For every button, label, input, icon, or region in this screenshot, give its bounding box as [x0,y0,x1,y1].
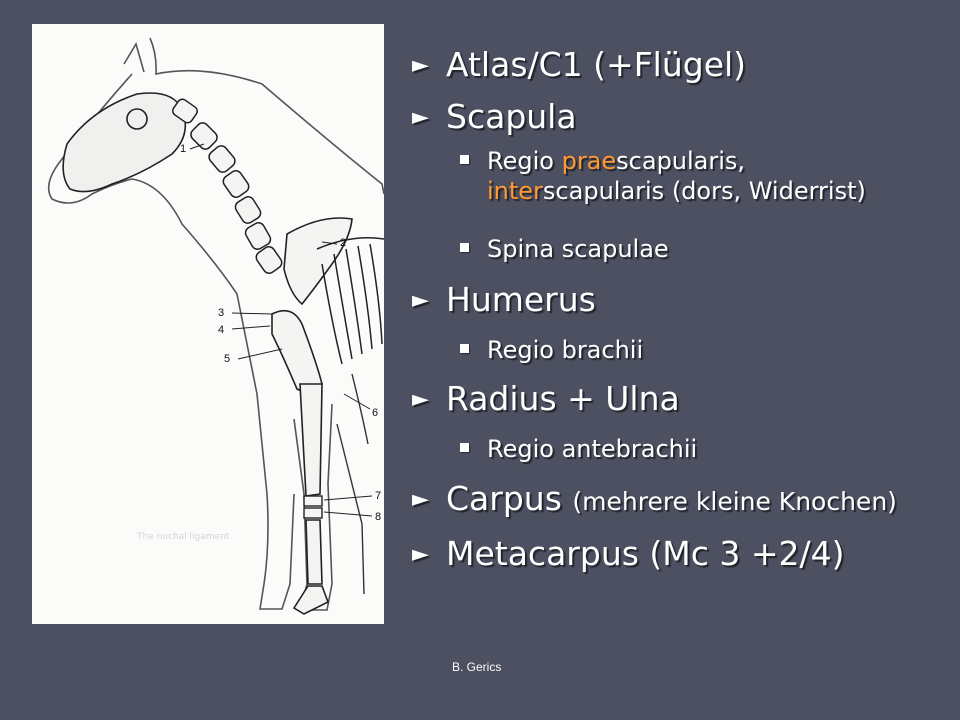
skeleton-label-3: 3 [218,307,225,319]
accent-prae: prae [561,147,617,175]
arrow-bullet-icon: ► [412,487,429,512]
square-bullet-icon [460,243,469,252]
sub-bullet-regio-antebrachii [460,434,697,464]
bullet-humerus-text: Humerus [446,280,596,319]
regio-brachii-text: Regio brachii [487,336,644,364]
arrow-bullet-icon: ► [412,288,429,313]
scapularis-text: scapularis, [616,147,746,175]
horse-skeleton-figure [32,24,384,624]
bullet-atlas-text: Atlas/C1 (+Flügel) [446,45,747,84]
bullet-metacarpus [412,535,845,574]
bullet-atlas [412,46,746,85]
square-bullet-icon [460,155,469,164]
bullet-scapula-text: Scapula [446,97,577,136]
skeleton-label-5: 5 [224,353,231,365]
arrow-bullet-icon: ► [412,105,429,130]
sub-bullet-regio-brachii [460,335,643,365]
bullet-scapula [412,98,577,137]
footer-author: B. Gerics [452,660,502,674]
bullet-carpus-text: Carpus [446,479,562,518]
regio-prefix: Regio [487,147,562,175]
skeleton-label-1: 1 [180,143,187,155]
bullet-humerus [412,281,596,320]
skeleton-label-8: 8 [375,511,382,523]
bullet-metacarpus-text: Metacarpus (Mc 3 +2/4) [446,534,845,573]
bullet-radius-ulna [412,380,680,419]
interscapularis-text: scapularis (dors, Widerrist) [542,177,866,205]
faint-caption: The nuchal ligament [137,532,230,542]
arrow-bullet-icon: ► [412,53,429,78]
accent-inter: inter [487,177,543,205]
skeleton-label-6: 6 [372,407,379,419]
sub-bullet-spina-scapulae [460,234,669,264]
bullet-carpus [412,480,897,521]
square-bullet-icon [460,344,469,353]
skeleton-label-4: 4 [218,324,225,336]
horse-skeleton-drawing [32,24,384,624]
regio-antebrachii-text: Regio antebrachii [487,435,698,463]
arrow-bullet-icon: ► [412,542,429,567]
skeleton-label-7: 7 [375,490,382,502]
bullet-radius-ulna-text: Radius + Ulna [446,379,680,418]
spina-scapulae-text: Spina scapulae [487,235,669,263]
sub-bullet-regio-scapularis [460,146,866,206]
arrow-bullet-icon: ► [412,387,429,412]
square-bullet-icon [460,443,469,452]
skeleton-label-2: 2 [340,237,347,249]
bullet-carpus-note: (mehrere kleine Knochen) [572,487,897,516]
